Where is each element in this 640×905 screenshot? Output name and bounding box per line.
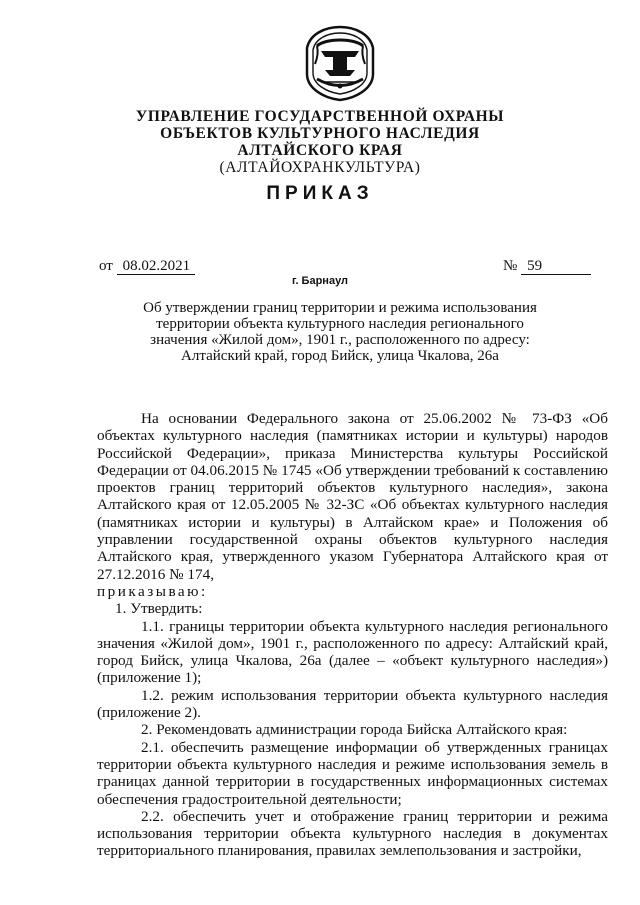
clause-1-2: 1.2. режим использования территории объекта культурного наследия (приложение 2). xyxy=(97,686,608,722)
clause-2-2: 2.2. обеспечить учет и отображение границ территории и режима использования территории объекта культурного наследия в документах территориального планирования, правилах землепользования и застройки, xyxy=(97,807,608,860)
organization-name-line2: ОБЪЕКТОВ КУЛЬТУРНОГО НАСЛЕДИЯ xyxy=(160,125,480,142)
document-date: 08.02.2021 xyxy=(117,259,195,275)
organization-short-name: (АЛТАЙОХРАНКУЛЬТУРА) xyxy=(219,159,421,176)
order-word: приказываю: xyxy=(97,582,208,600)
clause-2-1: 2.1. обеспечить размещение информации об утвержденных границах территории объекта культурного наследия и режиме использования земель в границах данной территории в государственных информационных системах обеспечения градостроительной деятельности; xyxy=(97,738,608,808)
number-line xyxy=(503,258,591,275)
preamble-paragraph: На основании Федерального закона от 25.06.2002 № 73-ФЗ «Об объектах культурного наследия (памятниках истории и культуры) народов Российской Федерации», приказа Министерства культуры Российской Федерации от 04.06.2015 № 1745 «Об утверждении требований к составлению проектов границ территорий объектов культурного наследия», закона Алтайского края от 12.05.2005 № 32-ЗС «Об объектах культурного наследия (памятниках истории и культуры) в Алтайском крае» и Положения об управлении государственной охраны объектов культурного наследия Алтайского края, утвержденного указом Губернатора Алтайского края от 27.12.2016 № 174, xyxy=(97,410,608,583)
clause-1: 1. Утвердить: xyxy=(115,600,203,618)
clause-1-1: 1.1. границы территории объекта культурного наследия регионального значения «Жилой дом», 1901 г., расположенного по адресу: Алтайский край, город Бийск, улица Чкалова, 26а (далее – «объект культурного наследия») (приложение 1); xyxy=(97,617,608,687)
number-prefix: № xyxy=(503,258,518,274)
date-prefix: от xyxy=(99,258,113,274)
organization-name-line3: АЛТАЙСКОГО КРАЯ xyxy=(237,142,403,159)
order-word-paragraph xyxy=(97,583,608,600)
coat-of-arms-emblem xyxy=(303,24,377,102)
clause-2: 2. Рекомендовать администрации города Бийска Алтайского края: xyxy=(141,721,568,739)
organization-name-line1: УПРАВЛЕНИЕ ГОСУДАРСТВЕННОЙ ОХРАНЫ xyxy=(135,108,505,125)
date-line xyxy=(99,258,195,275)
document-type-title: ПРИКАЗ xyxy=(266,183,374,204)
subject-line: значения «Жилой дом», 1901 г., расположенного по адресу: xyxy=(150,332,530,348)
city-label: г. Барнаул xyxy=(291,275,349,287)
document-body xyxy=(97,410,608,860)
subject-line: Алтайский край, город Бийск, улица Чкалова, 26а xyxy=(181,348,499,364)
subject-line: Об утверждении границ территории и режима использования xyxy=(143,300,537,316)
document-subject xyxy=(120,300,560,364)
document-number: 59 xyxy=(521,259,591,275)
subject-line: территории объекта культурного наследия регионального xyxy=(156,316,524,332)
